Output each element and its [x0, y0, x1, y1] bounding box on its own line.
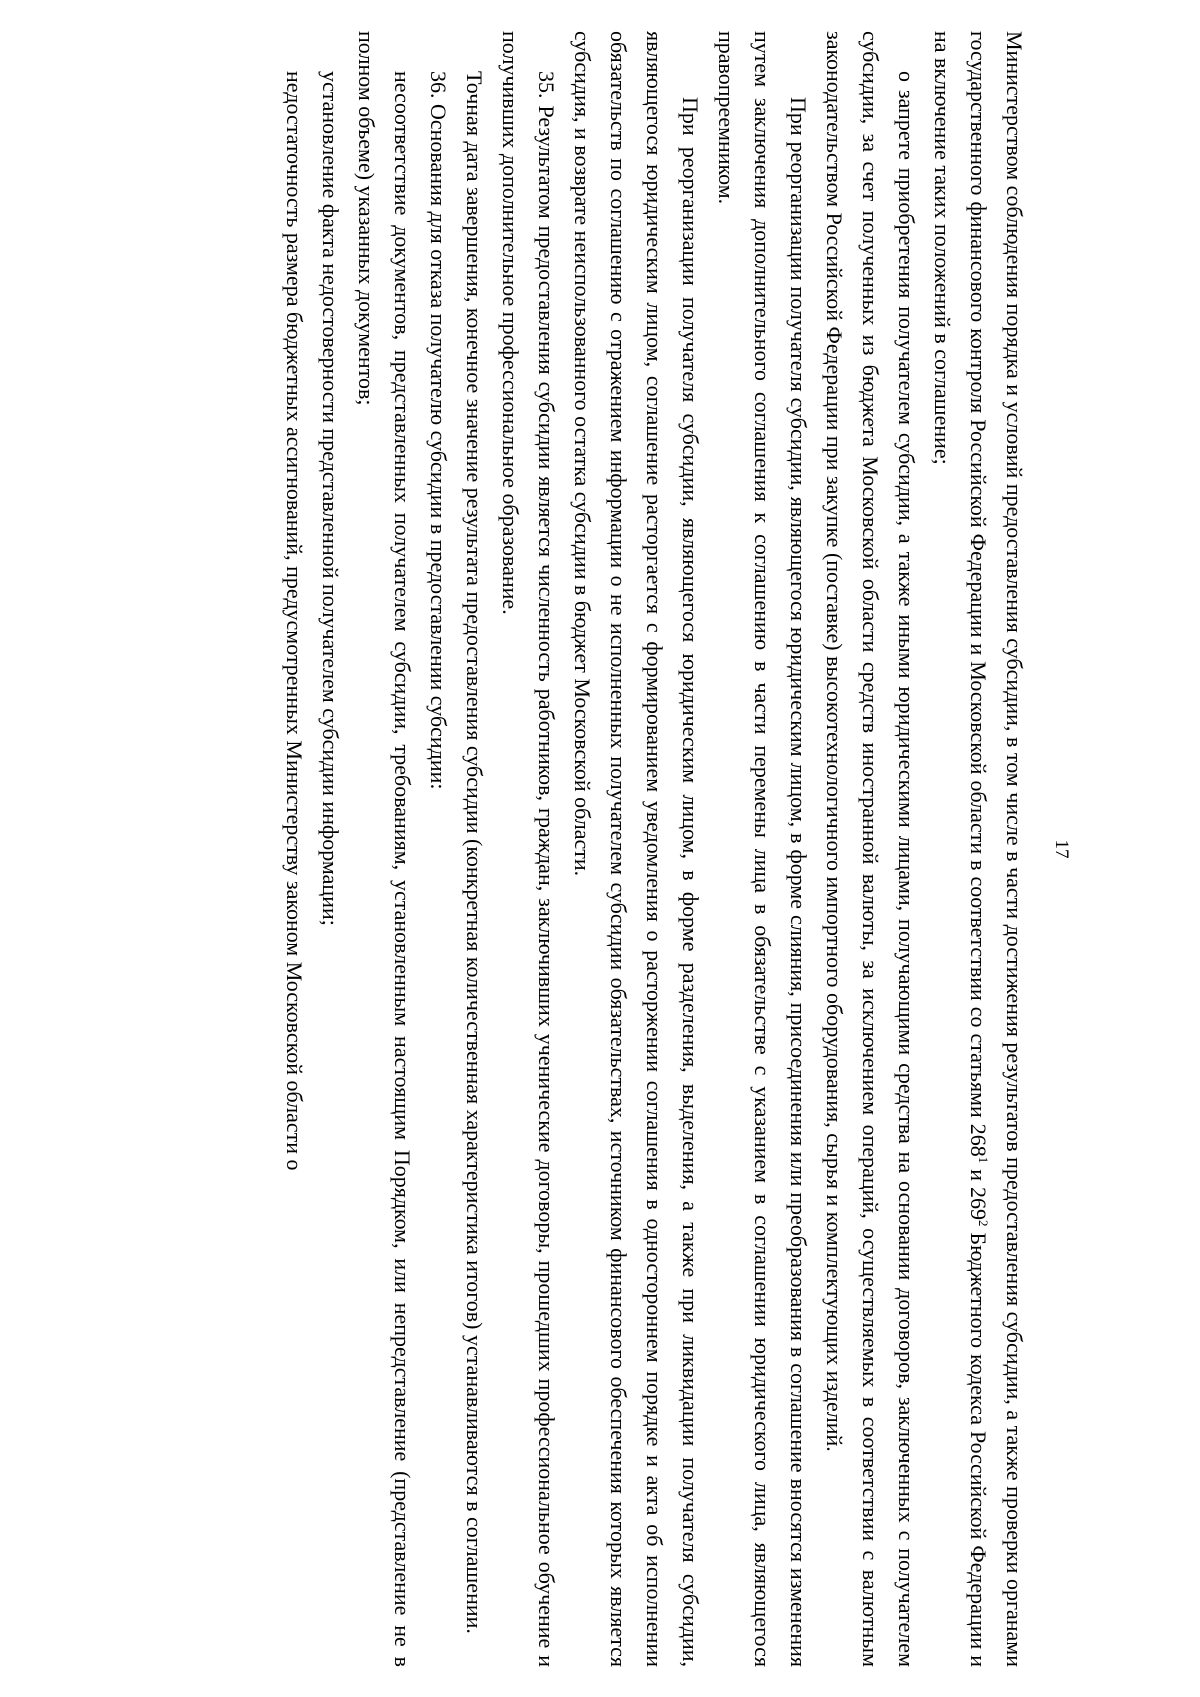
paragraph-1-end: Бюджетного кодекса Российской Федерации и на включение таких положений в соглашение;: [930, 31, 991, 1668]
paragraph-4: При реорганизации получателя субсидии, являющегося юридическим лицом, в форме разделения, выделения, а также при ликвидации получателя субсидии, являющегося юридическим лицом, соглашение расторгается с формированием уведомления о расторжении соглашения в одностороннем порядке и акта об исполнении обязательств по соглашению с отражением информации о не исполненных получателем субсидии обязательствах, источником финансового обеспечения которых является субсидия, и возврате неиспользованного остатка субсидии в бюджет Московской области.: [570, 31, 703, 1667]
paragraph-3: При реорганизации получателя субсидии, являющегося юридическим лицом, в форме слияния, присоединения или преобразования в соглашение вносятся изменения путем заключения дополнительного соглашения к соглашению в части перемены лица в обязательстве с указанием в соглашении юридического лица, являющегося правопреемником.: [714, 31, 811, 1667]
rotated-page: [87, 23, 1072, 1675]
superscript-2: 2: [976, 1220, 991, 1227]
paragraph-1: [924, 31, 1032, 1667]
paragraph-1-mid: и 269: [966, 1163, 991, 1220]
paragraph-7: 36. Основания для отказа получателю субсидии в предоставлении субсидии:: [426, 71, 451, 790]
paragraph-1-text: Министерством соблюдения порядка и условий предоставления субсидии, в том числе в части достижения результатов предоставления субсидии, а также проверки органами государственного финансового контроля Российской Федерации и Московской области в соответствии со статьями 268: [966, 31, 1027, 1667]
page-number: 17: [1051, 839, 1072, 859]
paragraph-2: о запрете приобретения получателем субсидии, а также иными юридическими лицами, получающими средства на основании договоров, заключенных с получателем субсидии, за счет полученных из бюджета Московской области средств иностранной валюты, за исключением операций, осуществляемых в соответствии с валютным законодательством Российской Федерации при закупке (поставке) высокотехнологичного импортного оборудования, сырья и комплектующих изделий.: [822, 31, 919, 1667]
document-body: [276, 31, 1032, 1667]
superscript-1: 1: [976, 1156, 991, 1164]
paragraph-5: 35. Результатом предоставления субсидии является численность работников, граждан, заключивших ученические договоры, прошедших профессиональное обучение и получивших дополнительное профессиональное образование.: [498, 31, 559, 1667]
paragraph-6: Точная дата завершения, конечное значение результата предоставления субсидии (конкретная количественная характеристика итогов) устанавливаются в соглашении.: [462, 71, 487, 1634]
paragraph-10: недостаточность размера бюджетных ассигнований, предусмотренных Министерству законом Московской области о: [282, 71, 307, 1171]
paragraph-8: несоответствие документов, представленных получателем субсидии, требованиям, установленным настоящим Порядком, или непредставление (представление не в полном объеме) указанных документов;: [354, 31, 415, 1667]
paragraph-9: установление факта недостоверности представленной получателем субсидии информации;: [318, 71, 343, 926]
